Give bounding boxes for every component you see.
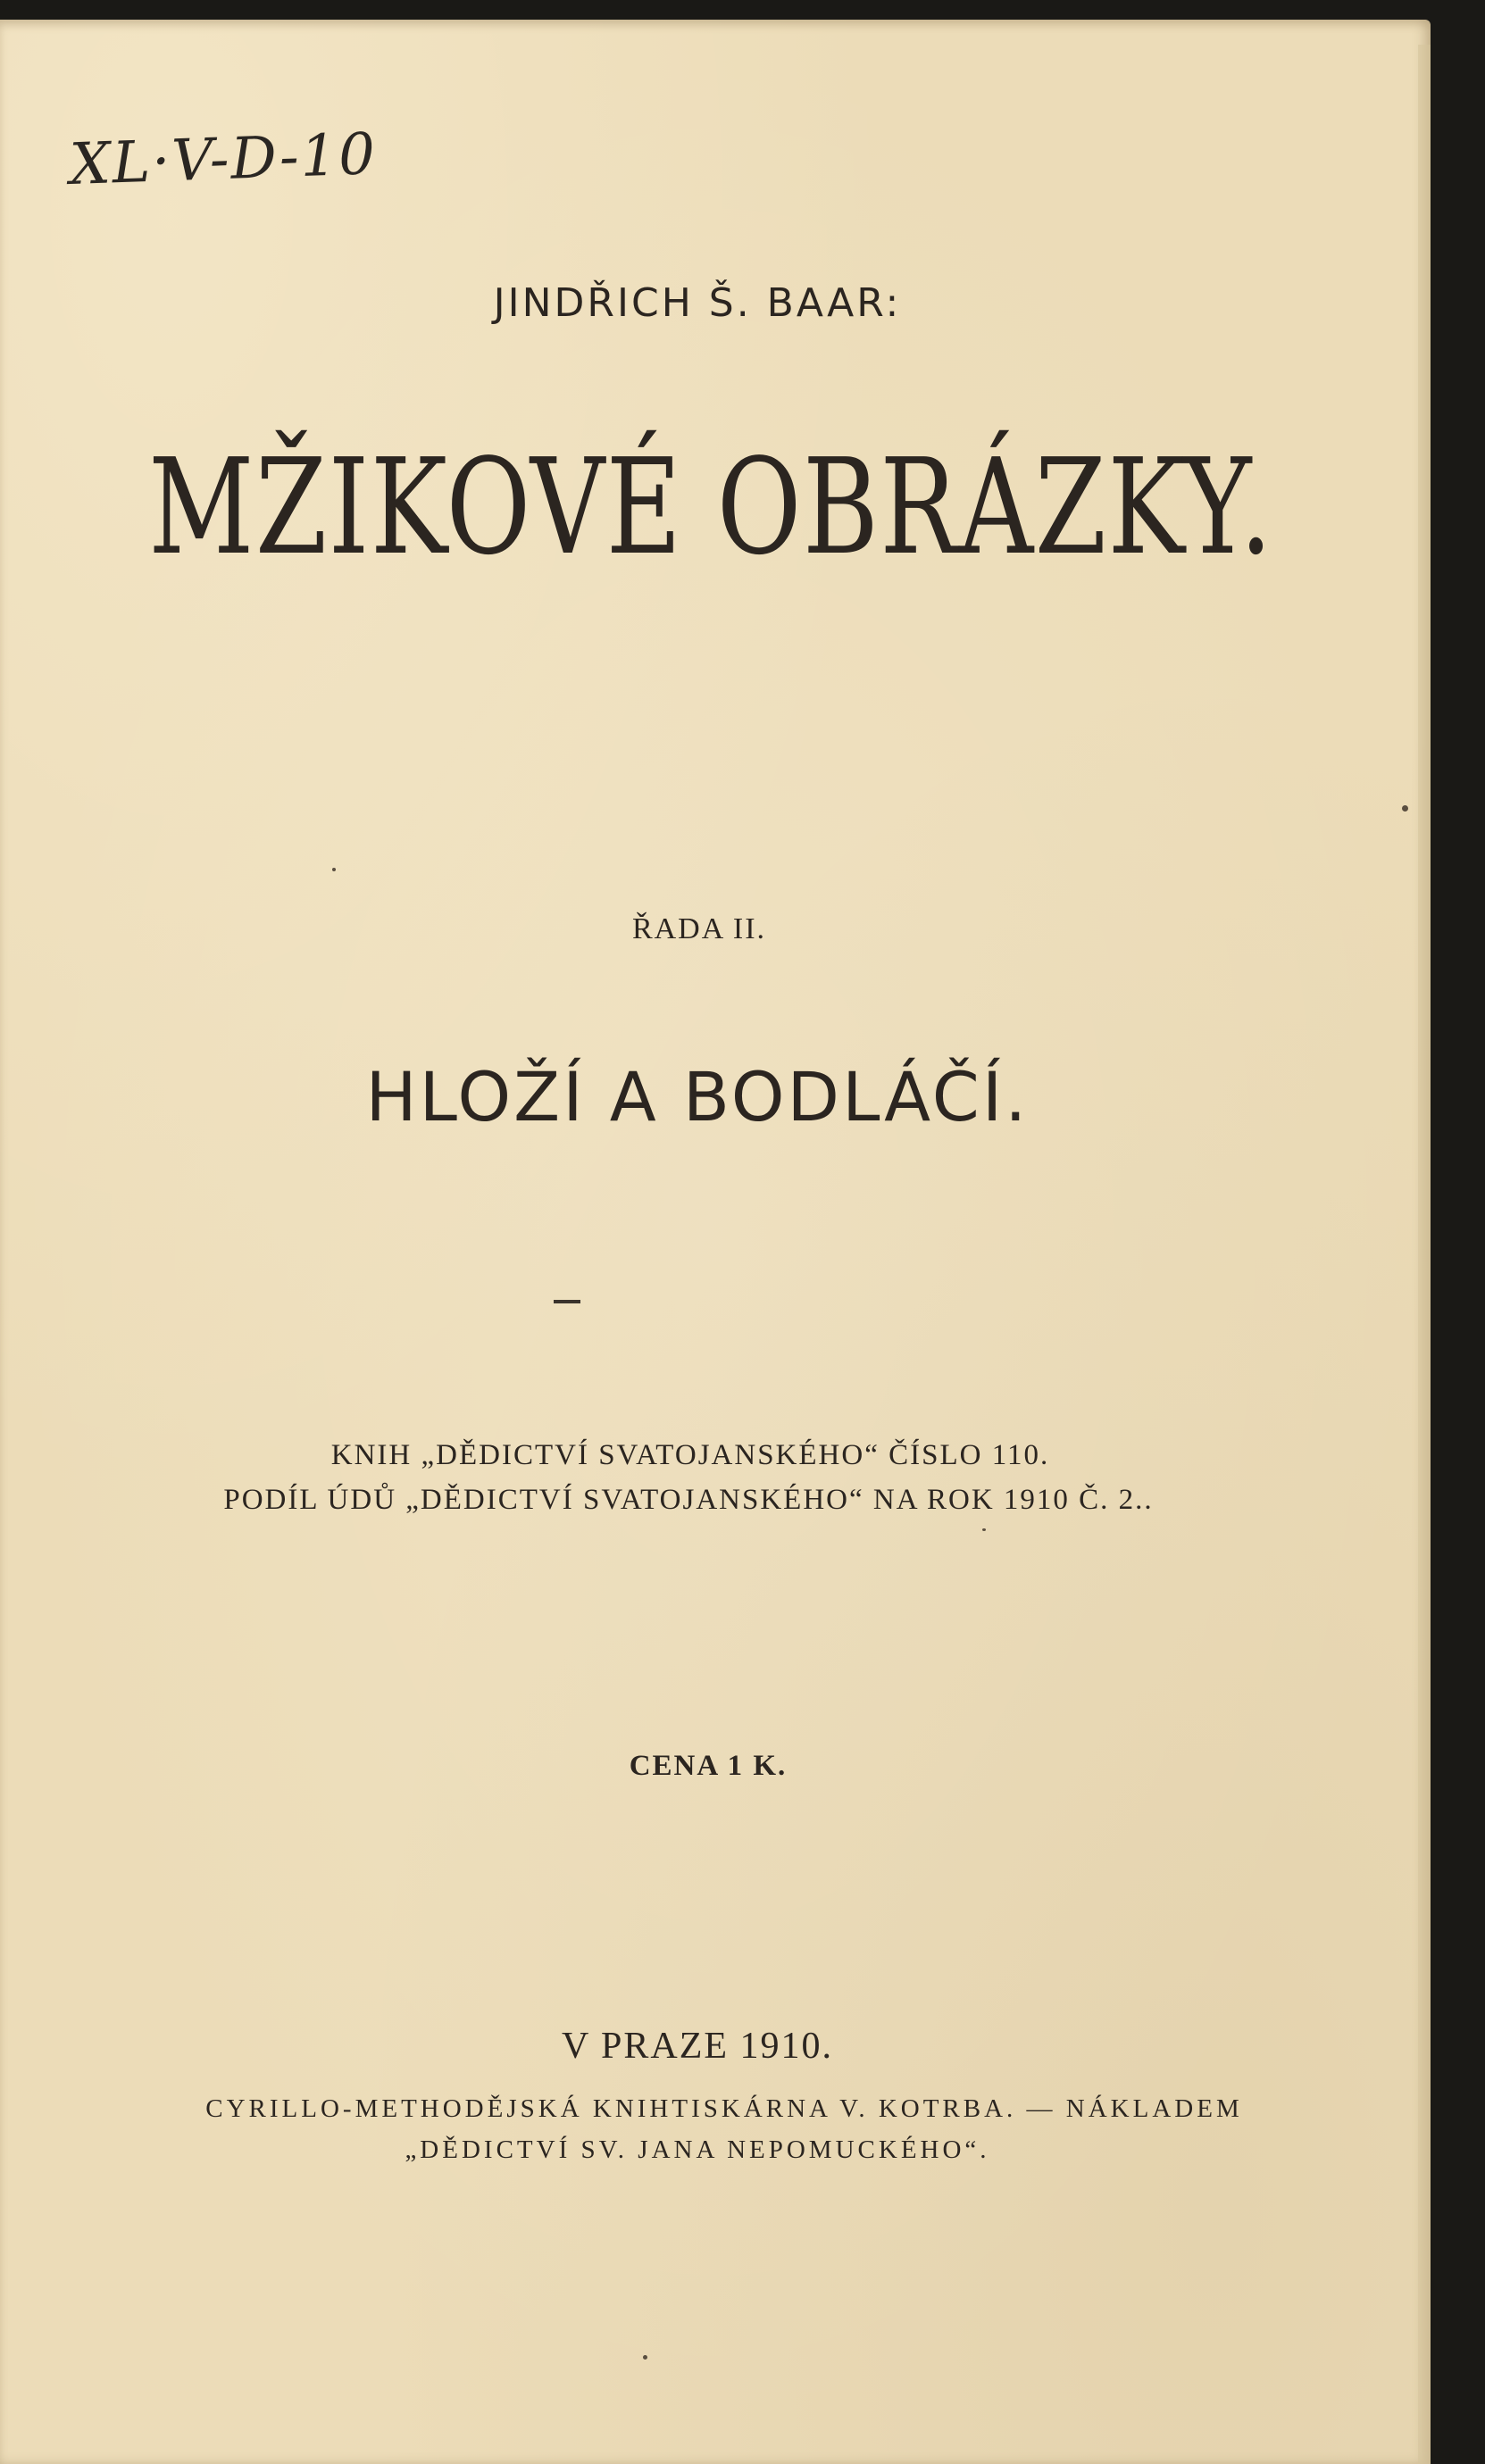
imprint-publisher-line: „DĚDICTVÍ SV. JANA NEPOMUCKÉHO“. xyxy=(405,2135,990,2164)
author-name: JINDŘICH Š. BAAR: xyxy=(493,280,902,326)
publication-membership-line: PODÍL ÚDŮ „DĚDICTVÍ SVATOJANSKÉHO“ NA ROK 1910 Č. 2.. xyxy=(223,1484,1154,1516)
publication-series-line: KNIH „DĚDICTVÍ SVATOJANSKÉHO“ ČÍSLO 110. xyxy=(330,1439,1050,1471)
series-label: ŘADA II. xyxy=(631,912,767,945)
price-label: CENA 1 K. xyxy=(629,1750,788,1782)
ornamental-dash xyxy=(554,1300,580,1303)
paper-speck xyxy=(982,1528,986,1531)
imprint-place-year: V PRAZE 1910. xyxy=(561,2026,834,2067)
paper-speck xyxy=(643,2355,647,2360)
book-title: MŽIKOVÉ OBRÁZKY. xyxy=(148,430,1274,584)
imprint-printer-line: CYRILLO-METHODĚJSKÁ KNIHTISKÁRNA V. KOTRBA. — NÁKLADEM xyxy=(205,2094,1243,2123)
book-subtitle: HLOŽÍ A BODLÁČÍ. xyxy=(365,1057,1030,1136)
paper-speck xyxy=(1402,805,1408,812)
paper-page xyxy=(0,20,1431,2464)
handwritten-shelfmark: XL·V-D-10 xyxy=(68,121,379,198)
paper-speck xyxy=(332,868,336,871)
